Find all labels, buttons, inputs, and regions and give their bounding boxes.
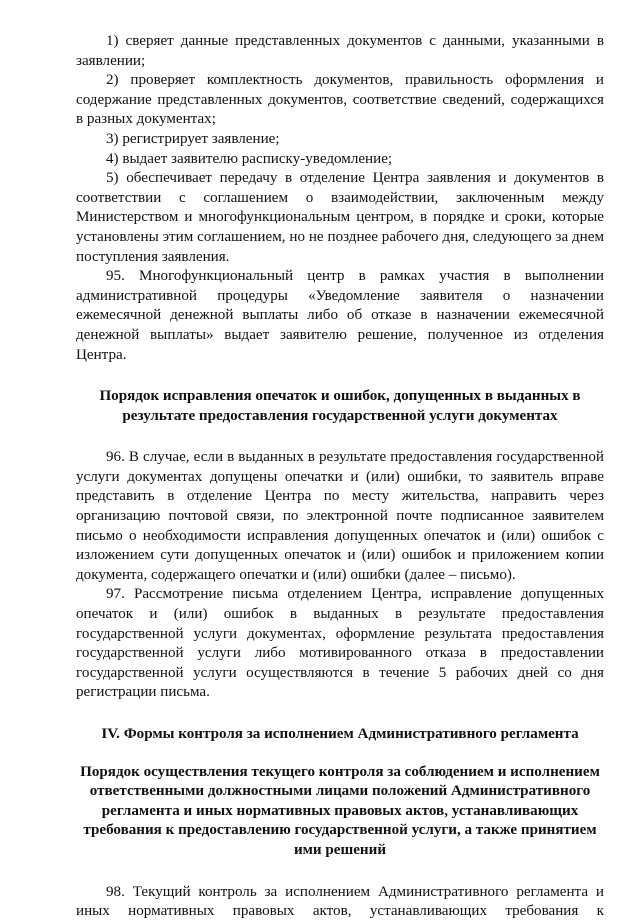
paragraph-95: 95. Многофункциональный центр в рамках участия в выполнении административной процедуры «Уведомление заявителя о назначении ежемесячной денежной выплаты либо об отказе в назначении ежемесячной денежной выплаты» выдает заявителю решение, полученное из отделения Центра.	[76, 268, 604, 363]
list-item-transfer-documents: 5) обеспечивает передачу в отделение Центра заявления и документов в соответствии с соглашением о взаимодействии, заключенным между Министерством и многофункциональным центром, в порядке и сроки, которые установлены этим соглашением, но не позднее рабочего дня, следующего за днем поступления заявления.	[76, 170, 604, 265]
list-item-issue-receipt: 4) выдает заявителю расписку-уведомление;	[106, 150, 393, 167]
spacer	[76, 365, 604, 387]
document-page	[76, 32, 604, 922]
spacer	[76, 745, 604, 763]
section-iv-title: IV. Формы контроля за исполнением Административного регламента	[101, 726, 579, 742]
spacer	[76, 861, 604, 883]
spacer	[76, 703, 604, 725]
list-item-register-application: 3) регистрирует заявление;	[106, 130, 280, 147]
list-item-check-completeness: 2) проверяет комплектность документов, правильность оформления и содержание представленных документов, соответствие сведений, содержащихся в разных документах;	[76, 72, 604, 128]
list-item-verify-data: 1) сверяет данные представленных документов с данными, указанными в заявлении;	[76, 33, 604, 69]
paragraph-98: 98. Текущий контроль за исполнением Административного регламента и иных нормативных правовых актов, устанавливающих требования к	[76, 883, 604, 920]
heading-current-control: Порядок осуществления текущего контроля за соблюдением и исполнением ответственными должностными лицами положений Административного регламента и иных нормативных правовых актов, устанавливающих требования к предоставлению государственной услуги, а также принятием ими решений	[80, 763, 600, 858]
paragraph-97: 97. Рассмотрение письма отделением Центра, исправление допущенных опечаток и (или) ошибок в выданных в результате предоставления государственной услуги документах, оформление результата предоставления государственной услуги либо мотивированного отказа в предоставлении государственной услуги осуществляются в течение 5 рабочих дней со дня регистрации письма.	[76, 586, 604, 701]
heading-error-correction: Порядок исправления опечаток и ошибок, допущенных в выданных в результате предоставления государственной услуги документах	[99, 388, 581, 424]
spacer	[76, 426, 604, 448]
paragraph-96: 96. В случае, если в выданных в результате предоставления государственной услуги документах допущены опечатки и (или) ошибки, то заявитель вправе представить в отделение Центра по месту жительства, направить через организацию почтовой связи, по электронной почте подписанное заявителем письмо о необходимости исправления допущенных опечаток и (или) ошибок с изложением сути допущенных опечаток и (или) ошибок и приложением копии документа, содержащего опечатки и (или) ошибки (далее – письмо).	[76, 449, 604, 583]
